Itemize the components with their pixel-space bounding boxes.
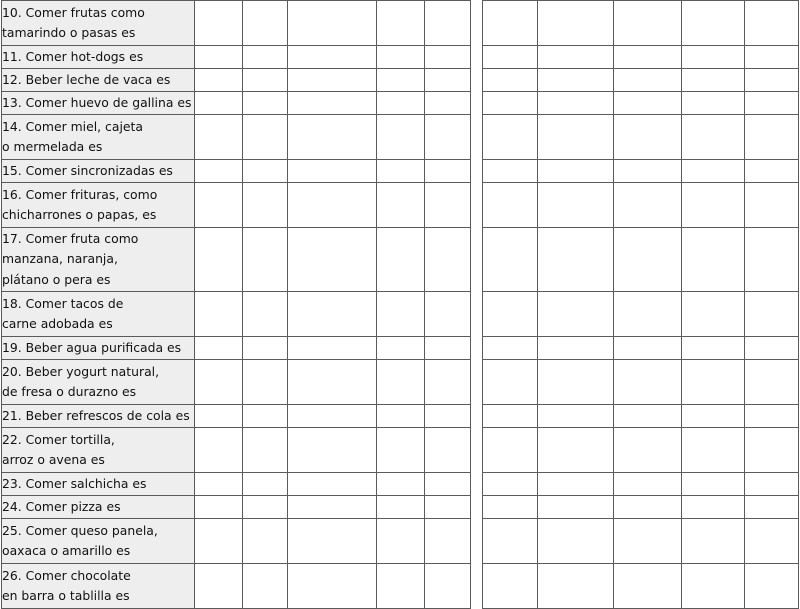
question-label: 16. Comer frituras, como chicharrones o papas, es: [2, 186, 158, 222]
question-label: 24. Comer pizza es: [2, 498, 121, 514]
answer-cell[interactable]: [288, 519, 377, 564]
answer-cell[interactable]: [682, 292, 745, 337]
question-label-cell: [2, 519, 195, 564]
answer-row: [483, 69, 799, 92]
answer-cell[interactable]: [745, 405, 799, 428]
answer-cell[interactable]: [377, 473, 425, 496]
answer-cell[interactable]: [195, 46, 243, 69]
question-label: 17. Comer fruta como manzana, naranja, plátano o pera es: [2, 230, 139, 287]
question-row: [2, 292, 471, 337]
question-label: 15. Comer sincronizadas es: [2, 162, 173, 178]
answer-cell[interactable]: [538, 160, 614, 183]
answer-cell[interactable]: [377, 1, 425, 46]
question-label-cell: [2, 183, 195, 228]
answer-cell[interactable]: [195, 292, 243, 337]
answer-cell[interactable]: [425, 337, 471, 360]
answer-cell[interactable]: [745, 292, 799, 337]
answer-cell[interactable]: [483, 564, 538, 609]
answer-cell[interactable]: [682, 46, 745, 69]
answer-cell[interactable]: [614, 292, 682, 337]
question-row: [2, 1, 471, 46]
answer-cell[interactable]: [745, 183, 799, 228]
answer-cell[interactable]: [195, 519, 243, 564]
answer-cell[interactable]: [682, 473, 745, 496]
answer-cell[interactable]: [483, 292, 538, 337]
answer-cell[interactable]: [425, 69, 471, 92]
answer-row: [483, 496, 799, 519]
answer-cell[interactable]: [425, 473, 471, 496]
answer-cell[interactable]: [377, 428, 425, 473]
answer-cell[interactable]: [538, 496, 614, 519]
answer-cell[interactable]: [682, 360, 745, 405]
answer-row: [483, 473, 799, 496]
question-row: [2, 183, 471, 228]
question-label-cell: [2, 473, 195, 496]
answer-row: [483, 160, 799, 183]
answer-cell[interactable]: [614, 228, 682, 292]
answer-row: [483, 183, 799, 228]
answer-cell[interactable]: [483, 228, 538, 292]
question-label: 12. Beber leche de vaca es: [2, 71, 171, 87]
question-label: 26. Comer chocolate en barra o tablilla es: [2, 567, 131, 603]
question-label-cell: [2, 360, 195, 405]
answer-cell[interactable]: [538, 115, 614, 160]
answer-cell[interactable]: [425, 519, 471, 564]
answer-row: [483, 337, 799, 360]
answer-cell[interactable]: [614, 428, 682, 473]
answer-cell[interactable]: [483, 519, 538, 564]
answer-cell[interactable]: [195, 69, 243, 92]
question-row: [2, 92, 471, 115]
question-row: [2, 519, 471, 564]
answer-cell[interactable]: [614, 1, 682, 46]
answer-row: [483, 115, 799, 160]
answer-cell[interactable]: [377, 496, 425, 519]
question-label: 10. Comer frutas como tamarindo o pasas es: [2, 4, 145, 40]
question-label-cell: [2, 69, 195, 92]
answer-cell[interactable]: [425, 496, 471, 519]
answer-cell[interactable]: [288, 360, 377, 405]
answer-cell[interactable]: [614, 405, 682, 428]
answer-cell[interactable]: [614, 564, 682, 609]
answer-row: [483, 360, 799, 405]
answer-cell[interactable]: [377, 183, 425, 228]
answer-cell[interactable]: [288, 428, 377, 473]
answer-cell[interactable]: [483, 337, 538, 360]
answer-cell[interactable]: [243, 183, 288, 228]
answer-cell[interactable]: [682, 519, 745, 564]
answer-cell[interactable]: [538, 292, 614, 337]
question-label: 21. Beber refrescos de cola es: [2, 407, 190, 423]
answer-cell[interactable]: [538, 183, 614, 228]
question-row: [2, 46, 471, 69]
answer-cell[interactable]: [425, 46, 471, 69]
answer-cell[interactable]: [538, 473, 614, 496]
question-label-cell: [2, 228, 195, 292]
answer-cell[interactable]: [243, 428, 288, 473]
answer-row: [483, 405, 799, 428]
answer-cell[interactable]: [288, 228, 377, 292]
answer-cell[interactable]: [483, 473, 538, 496]
left-survey-table: [1, 0, 471, 609]
answer-cell[interactable]: [377, 69, 425, 92]
answer-cell[interactable]: [425, 292, 471, 337]
answer-cell[interactable]: [377, 519, 425, 564]
answer-cell[interactable]: [288, 337, 377, 360]
answer-cell[interactable]: [745, 46, 799, 69]
question-label-cell: [2, 564, 195, 609]
answer-cell[interactable]: [682, 564, 745, 609]
question-row: [2, 69, 471, 92]
question-label: 25. Comer queso panela, oaxaca o amarillo es: [2, 522, 158, 558]
question-row: [2, 496, 471, 519]
answer-cell[interactable]: [195, 428, 243, 473]
answer-cell[interactable]: [614, 69, 682, 92]
question-label: 22. Comer tortilla, arroz o avena es: [2, 431, 115, 467]
answer-cell[interactable]: [614, 360, 682, 405]
answer-cell[interactable]: [195, 115, 243, 160]
question-label: 23. Comer salchicha es: [2, 475, 147, 491]
answer-cell[interactable]: [483, 69, 538, 92]
answer-cell[interactable]: [377, 46, 425, 69]
answer-cell[interactable]: [483, 183, 538, 228]
answer-cell[interactable]: [425, 360, 471, 405]
answer-cell[interactable]: [682, 405, 745, 428]
answer-cell[interactable]: [243, 405, 288, 428]
question-label: 20. Beber yogurt natural, de fresa o durazno es: [2, 363, 160, 399]
answer-row: [483, 428, 799, 473]
answer-cell[interactable]: [243, 337, 288, 360]
answer-cell[interactable]: [682, 496, 745, 519]
question-label-cell: [2, 160, 195, 183]
answer-cell[interactable]: [538, 519, 614, 564]
answer-cell[interactable]: [243, 115, 288, 160]
question-row: [2, 115, 471, 160]
question-row: [2, 405, 471, 428]
answer-cell[interactable]: [538, 46, 614, 69]
answer-cell[interactable]: [243, 564, 288, 609]
answer-row: [483, 292, 799, 337]
answer-cell[interactable]: [614, 115, 682, 160]
answer-cell[interactable]: [377, 160, 425, 183]
answer-cell[interactable]: [425, 183, 471, 228]
answer-cell[interactable]: [425, 405, 471, 428]
answer-cell[interactable]: [288, 473, 377, 496]
answer-cell[interactable]: [425, 564, 471, 609]
answer-cell[interactable]: [538, 92, 614, 115]
question-row: [2, 337, 471, 360]
answer-cell[interactable]: [243, 473, 288, 496]
answer-cell[interactable]: [745, 428, 799, 473]
question-label: 13. Comer huevo de gallina es: [2, 94, 192, 110]
question-label-cell: [2, 337, 195, 360]
answer-cell[interactable]: [377, 337, 425, 360]
question-label-cell: [2, 428, 195, 473]
answer-cell[interactable]: [614, 473, 682, 496]
answer-cell[interactable]: [483, 115, 538, 160]
answer-cell[interactable]: [682, 92, 745, 115]
answer-cell[interactable]: [288, 92, 377, 115]
answer-cell[interactable]: [682, 428, 745, 473]
answer-cell[interactable]: [538, 228, 614, 292]
question-label-cell: [2, 92, 195, 115]
answer-cell[interactable]: [614, 46, 682, 69]
answer-cell[interactable]: [243, 69, 288, 92]
answer-cell[interactable]: [243, 292, 288, 337]
answer-cell[interactable]: [538, 1, 614, 46]
answer-cell[interactable]: [377, 115, 425, 160]
answer-cell[interactable]: [483, 496, 538, 519]
answer-cell[interactable]: [288, 46, 377, 69]
answer-cell[interactable]: [288, 496, 377, 519]
answer-cell[interactable]: [195, 496, 243, 519]
answer-cell[interactable]: [745, 160, 799, 183]
answer-cell[interactable]: [745, 228, 799, 292]
answer-row: [483, 564, 799, 609]
answer-cell[interactable]: [243, 92, 288, 115]
answer-cell[interactable]: [745, 92, 799, 115]
answer-row: [483, 1, 799, 46]
answer-cell[interactable]: [195, 92, 243, 115]
answer-cell[interactable]: [243, 160, 288, 183]
question-label-cell: [2, 496, 195, 519]
question-row: [2, 564, 471, 609]
answer-cell[interactable]: [538, 360, 614, 405]
answer-cell[interactable]: [425, 92, 471, 115]
answer-cell[interactable]: [288, 183, 377, 228]
answer-cell[interactable]: [195, 160, 243, 183]
answer-cell[interactable]: [195, 473, 243, 496]
answer-cell[interactable]: [745, 519, 799, 564]
answer-cell[interactable]: [243, 360, 288, 405]
answer-cell[interactable]: [425, 160, 471, 183]
question-row: [2, 228, 471, 292]
answer-cell[interactable]: [195, 564, 243, 609]
answer-cell[interactable]: [195, 1, 243, 46]
answer-cell[interactable]: [682, 1, 745, 46]
question-row: [2, 428, 471, 473]
answer-cell[interactable]: [538, 337, 614, 360]
answer-cell[interactable]: [745, 337, 799, 360]
answer-cell[interactable]: [538, 428, 614, 473]
answer-cell[interactable]: [425, 228, 471, 292]
answer-cell[interactable]: [682, 337, 745, 360]
answer-cell[interactable]: [425, 1, 471, 46]
question-label: 19. Beber agua purificada es: [2, 339, 182, 355]
answer-cell[interactable]: [745, 360, 799, 405]
answer-row: [483, 46, 799, 69]
answer-cell[interactable]: [614, 183, 682, 228]
question-label: 18. Comer tacos de carne adobada es: [2, 295, 124, 331]
answer-cell[interactable]: [425, 115, 471, 160]
answer-cell[interactable]: [682, 183, 745, 228]
answer-cell[interactable]: [745, 564, 799, 609]
answer-cell[interactable]: [483, 428, 538, 473]
answer-cell[interactable]: [483, 1, 538, 46]
answer-cell[interactable]: [538, 405, 614, 428]
question-label-cell: [2, 1, 195, 46]
answer-cell[interactable]: [288, 292, 377, 337]
answer-cell[interactable]: [377, 292, 425, 337]
question-row: [2, 160, 471, 183]
answer-cell[interactable]: [425, 428, 471, 473]
answer-cell[interactable]: [483, 405, 538, 428]
answer-cell[interactable]: [745, 69, 799, 92]
answer-row: [483, 519, 799, 564]
answer-cell[interactable]: [745, 473, 799, 496]
answer-row: [483, 228, 799, 292]
question-label-cell: [2, 405, 195, 428]
answer-cell[interactable]: [538, 564, 614, 609]
question-label: 14. Comer miel, cajeta o mermelada es: [2, 118, 143, 154]
question-label-cell: [2, 115, 195, 160]
answer-cell[interactable]: [745, 115, 799, 160]
answer-cell[interactable]: [288, 160, 377, 183]
question-label-cell: [2, 292, 195, 337]
answer-cell[interactable]: [288, 1, 377, 46]
answer-cell[interactable]: [243, 519, 288, 564]
answer-cell[interactable]: [614, 519, 682, 564]
answer-cell[interactable]: [243, 1, 288, 46]
answer-cell[interactable]: [614, 337, 682, 360]
question-label-cell: [2, 46, 195, 69]
answer-cell[interactable]: [682, 69, 745, 92]
answer-cell[interactable]: [377, 564, 425, 609]
answer-cell[interactable]: [377, 92, 425, 115]
answer-cell[interactable]: [614, 92, 682, 115]
answer-cell[interactable]: [682, 228, 745, 292]
answer-cell[interactable]: [195, 228, 243, 292]
question-label: 11. Comer hot-dogs es: [2, 48, 144, 64]
answer-cell[interactable]: [377, 405, 425, 428]
answer-cell[interactable]: [243, 228, 288, 292]
answer-cell[interactable]: [243, 46, 288, 69]
answer-cell[interactable]: [614, 160, 682, 183]
answer-cell[interactable]: [483, 46, 538, 69]
answer-cell[interactable]: [288, 405, 377, 428]
answer-cell[interactable]: [288, 564, 377, 609]
answer-cell[interactable]: [288, 69, 377, 92]
question-row: [2, 360, 471, 405]
answer-cell[interactable]: [377, 360, 425, 405]
answer-cell[interactable]: [745, 1, 799, 46]
answer-cell[interactable]: [483, 360, 538, 405]
answer-row: [483, 92, 799, 115]
answer-cell[interactable]: [195, 183, 243, 228]
answer-cell[interactable]: [614, 496, 682, 519]
question-row: [2, 473, 471, 496]
answer-cell[interactable]: [195, 337, 243, 360]
answer-cell[interactable]: [483, 92, 538, 115]
answer-cell[interactable]: [682, 160, 745, 183]
answer-cell[interactable]: [745, 496, 799, 519]
answer-cell[interactable]: [682, 115, 745, 160]
answer-cell[interactable]: [195, 405, 243, 428]
answer-cell[interactable]: [377, 228, 425, 292]
answer-cell[interactable]: [195, 360, 243, 405]
answer-cell[interactable]: [483, 160, 538, 183]
answer-cell[interactable]: [243, 496, 288, 519]
answer-cell[interactable]: [288, 115, 377, 160]
right-survey-table: [482, 0, 799, 609]
answer-cell[interactable]: [538, 69, 614, 92]
